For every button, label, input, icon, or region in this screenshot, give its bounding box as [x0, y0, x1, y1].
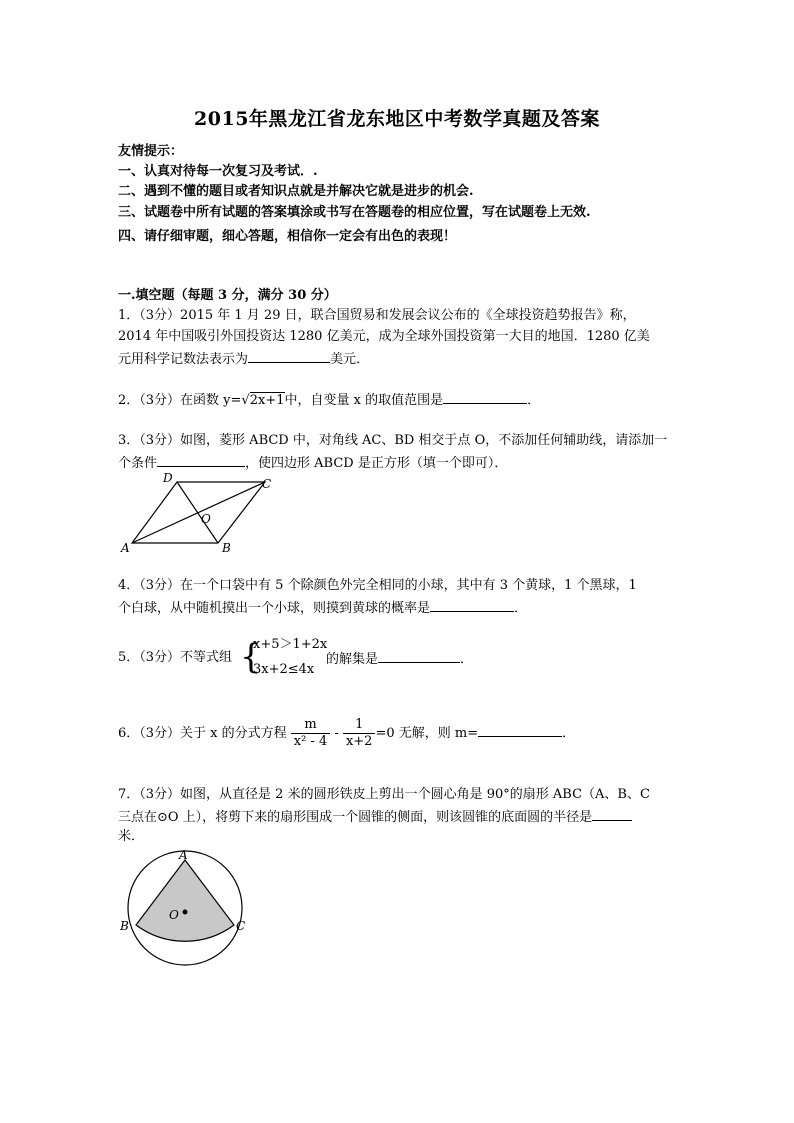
rhombus-figure: [115, 470, 280, 558]
q6-text-b: =0 无解，则 m=: [375, 726, 479, 741]
brace-icon: {: [240, 637, 262, 677]
sqrt-symbol: √: [241, 393, 250, 408]
q6-fraction-2-denominator: x+2: [345, 734, 373, 749]
q4-line-1: 4．（3分）在一个口袋中有 5 个除颜色外完全相同的小球，其中有 3 个黄球，1 个黑球，1: [118, 578, 637, 593]
label-d: D: [163, 471, 173, 485]
section-heading: 一.填空题（每题 3 分，满分 30 分）: [118, 288, 337, 303]
label-c: C: [236, 919, 246, 933]
center-point: [183, 910, 188, 915]
label-c: C: [262, 477, 272, 491]
diagonal-ac: [132, 482, 265, 543]
q2-text-b: 中，自变量 x 的取值范围是: [284, 393, 444, 408]
q2-line: [118, 389, 540, 411]
label-a: A: [179, 848, 188, 862]
label-b: B: [120, 919, 129, 933]
tip-item-2: 二、遇到不懂的题目或者知识点就是并解决它就是进步的机会.: [118, 184, 474, 199]
q7-answer-blank[interactable]: [592, 806, 632, 821]
q5-text-a: 5．（3分）不等式组: [118, 650, 233, 665]
q6-text-c: ．: [562, 726, 576, 741]
q7-text-a: 三点在⊙O 上），将剪下来的扇形围成一个圆锥的侧面，则该圆锥的底面圆的半径是: [118, 810, 593, 825]
q6-fraction-1: [291, 717, 330, 750]
sector-abc: [136, 860, 234, 941]
q4-text-b: ．: [514, 601, 528, 616]
q4-line-2: [118, 597, 527, 619]
q3-text-b: ，使四边形 ABCD 是正方形（填一个即可）．: [245, 456, 508, 471]
q3-answer-blank[interactable]: [157, 452, 245, 467]
tips-heading: 友情提示：: [118, 144, 184, 159]
q7-line-3: 米．: [118, 829, 145, 844]
q2-text-c: ．: [527, 393, 541, 408]
q6-text-a: 6．（3分）关于 x 的分式方程: [118, 726, 287, 741]
q3-text-a: 个条件: [118, 456, 158, 471]
label-o: O: [201, 512, 211, 526]
q5-inequality-2: 3x+2≤4x: [253, 662, 315, 677]
q2-radicand: 2x+1: [249, 393, 285, 408]
tip-item-4: 四、请仔细审题，细心答题，相信你一定会有出色的表现！: [118, 229, 457, 244]
tip-item-1: 一、认真对待每一次复习及考试．.: [118, 164, 318, 179]
q7-line-2: [118, 806, 632, 828]
label-b: B: [222, 541, 231, 555]
q1-line-2: 2014 年中国吸引外国投资达 1280 亿美元，成为全球外国投资第一大目的地国．1280 亿美: [118, 329, 650, 344]
q5-line-rest: [326, 648, 473, 670]
q6-fraction-1-numerator: m: [291, 717, 330, 734]
q6-line: [118, 717, 575, 750]
q4-answer-blank[interactable]: [430, 597, 514, 612]
q7-line-1: 7．（3分）如图，从直径是 2 米的圆形铁皮上剪出一个圆心角是 90°的扇形 ABC（A、B、C: [118, 787, 650, 802]
q1-answer-blank[interactable]: [248, 348, 330, 363]
q5-inequality-1: x+5＞1+2x: [253, 637, 328, 652]
q1-text-a: 元用科学记数法表示为: [118, 352, 249, 367]
q6-minus: -: [334, 726, 339, 741]
q1-line-1: 1．（3分）2015 年 1 月 29 日，联合国贸易和发展会议公布的《全球投资趋势报告》称，: [118, 308, 636, 323]
q6-fraction-2: [343, 717, 376, 750]
q6-fraction-1-denominator: x² - 4: [293, 734, 328, 749]
q6-fraction-2-numerator: 1: [343, 717, 376, 734]
q5-text-b: 的解集是: [326, 652, 379, 667]
tip-item-3: 三、试题卷中所有试题的答案填涂或书写在答题卷的相应位置，写在试题卷上无效.: [118, 205, 591, 220]
diagonal-bd: [177, 482, 218, 543]
q6-answer-blank[interactable]: [478, 722, 562, 737]
q5-answer-blank[interactable]: [378, 648, 460, 663]
q4-text-a: 个白球，从中随机摸出一个小球，则摸到黄球的概率是: [118, 601, 431, 616]
label-o: O: [169, 908, 179, 922]
q3-line-1: 3．（3分）如图，菱形 ABCD 中，对角线 AC、BD 相交于点 O，不添加任何辅助线，请添加一: [118, 433, 668, 448]
q2-answer-blank[interactable]: [443, 389, 527, 404]
q2-text-a: 2．（3分）在函数 y=: [118, 393, 242, 408]
sector-figure: [115, 846, 255, 968]
label-a: A: [121, 541, 130, 555]
q5-text-c: ．: [460, 652, 474, 667]
page-title: 2015年黑龙江省龙东地区中考数学真题及答案: [194, 108, 600, 130]
q1-line-3: [118, 348, 369, 370]
q1-text-b: 美元．: [330, 352, 370, 367]
